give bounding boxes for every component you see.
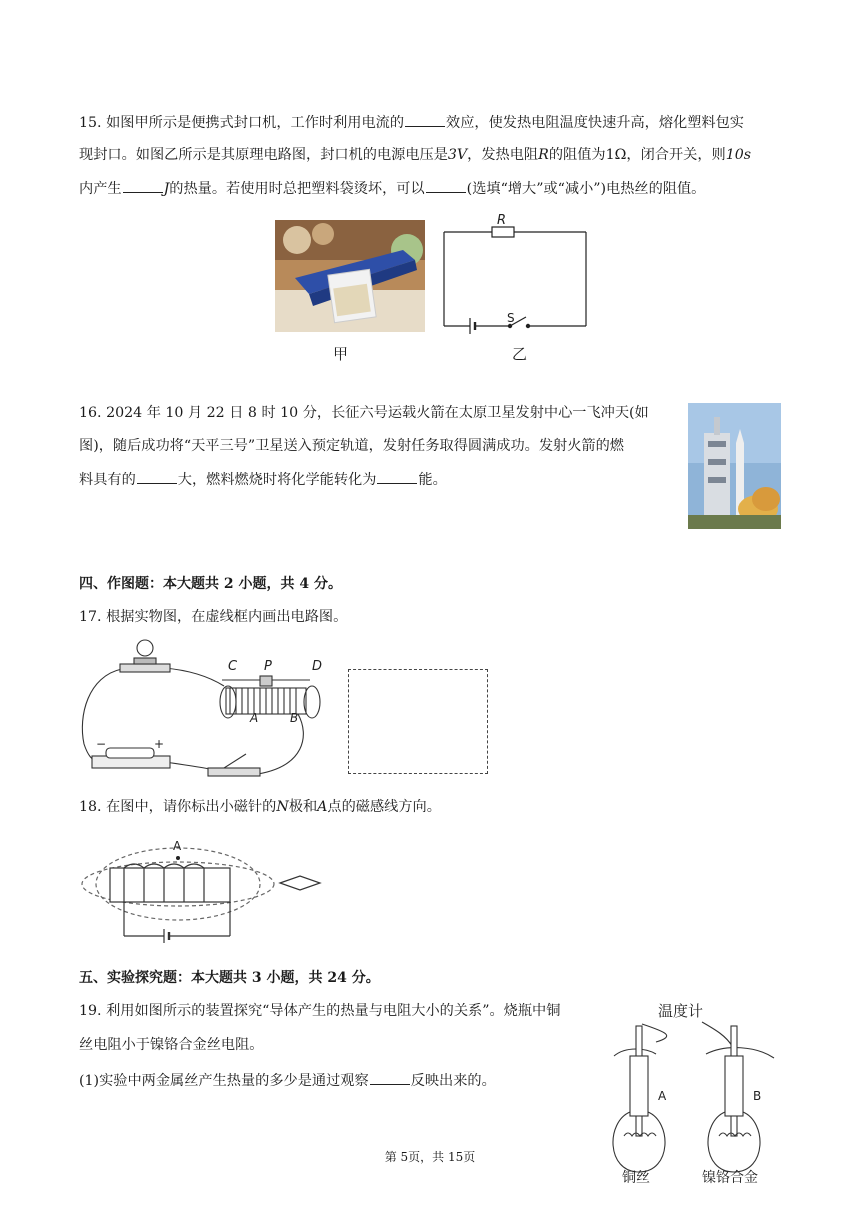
label-d: D xyxy=(312,659,323,674)
circuit-answer-box[interactable] xyxy=(348,669,488,774)
label-point-a: A xyxy=(173,839,182,853)
sealer-photo xyxy=(275,220,425,332)
answer-blank[interactable] xyxy=(123,178,163,193)
q16-line-1: 16. 2024 年 10 月 22 日 8 时 10 分，长征六号运载火箭在太原卫星发射中心一飞冲天(如 xyxy=(79,405,649,421)
flask-label-a: A xyxy=(658,1089,667,1103)
answer-blank[interactable] xyxy=(377,469,417,484)
q15-line-1: 15. 如图甲所示是便携式封口机，工作时利用电流的 效应，使发热电阻温度快速升高，熔化塑料包实 xyxy=(79,112,744,133)
q19-line-1: 19. 利用如图所示的装置探究“导体产生的热量与电阻大小的关系”。烧瓶中铜 xyxy=(79,1003,561,1019)
page-footer: 第 5页，共 15页 xyxy=(384,1150,476,1164)
q17-text: 17. 根据实物图，在虚线框内画出电路图。 xyxy=(79,609,348,625)
caption-jia: 甲 xyxy=(333,345,349,363)
q16-line-2: 图)，随后成功将“天平三号”卫星送入预定轨道，发射任务取得圆满成功。发射火箭的燃 xyxy=(79,438,624,454)
q16-line-3: 料具有的 大，燃料燃烧时将化学能转化为 能。 xyxy=(79,469,447,490)
thermometer-label: 温度计 xyxy=(658,1002,704,1020)
physical-circuit-figure xyxy=(78,636,343,786)
label-s: S xyxy=(507,311,515,325)
label-a: A xyxy=(250,711,259,725)
section-5-heading: 五、实验探究题：本大题共 3 小题，共 24 分。 xyxy=(79,970,380,986)
q18-text: 18. 在图中，请你标出小磁针的N极和A点的磁感线方向。 xyxy=(79,799,441,815)
label-c: C xyxy=(228,659,238,674)
label-plus: + xyxy=(154,737,165,751)
label-b: B xyxy=(290,711,299,725)
label-p: P xyxy=(264,659,272,674)
answer-blank[interactable] xyxy=(426,178,466,193)
answer-blank[interactable] xyxy=(137,469,177,484)
q15-line-3: 内产生 J的热量。若使用时总把塑料袋烫坏，可以 (选填“增大”或“减小”)电热丝的阻值。 xyxy=(79,178,705,199)
rocket-photo xyxy=(688,403,781,529)
label-r: R xyxy=(497,213,507,228)
sealer-circuit-diagram xyxy=(440,205,590,335)
section-4-heading: 四、作图题：本大题共 2 小题，共 4 分。 xyxy=(79,576,342,592)
caption-yi: 乙 xyxy=(512,345,528,363)
solenoid-figure xyxy=(80,836,330,948)
q19-line-3: (1)实验中两金属丝产生热量的多少是通过观察 反映出来的。 xyxy=(79,1070,496,1091)
copper-wire-label: 铜丝 xyxy=(622,1170,650,1186)
answer-blank[interactable] xyxy=(370,1070,410,1085)
q19-line-2: 丝电阻小于镍铬合金丝电阻。 xyxy=(79,1037,264,1053)
nichrome-label: 镍铬合金 xyxy=(702,1170,758,1186)
answer-blank[interactable] xyxy=(405,112,445,127)
label-minus: − xyxy=(96,737,107,751)
q15-line-2: 现封口。如图乙所示是其原理电路图，封口机的电源电压是3V，发热电阻R的阻值为1Ω，闭合开关，则10s xyxy=(79,147,752,163)
flask-label-b: B xyxy=(753,1089,762,1103)
